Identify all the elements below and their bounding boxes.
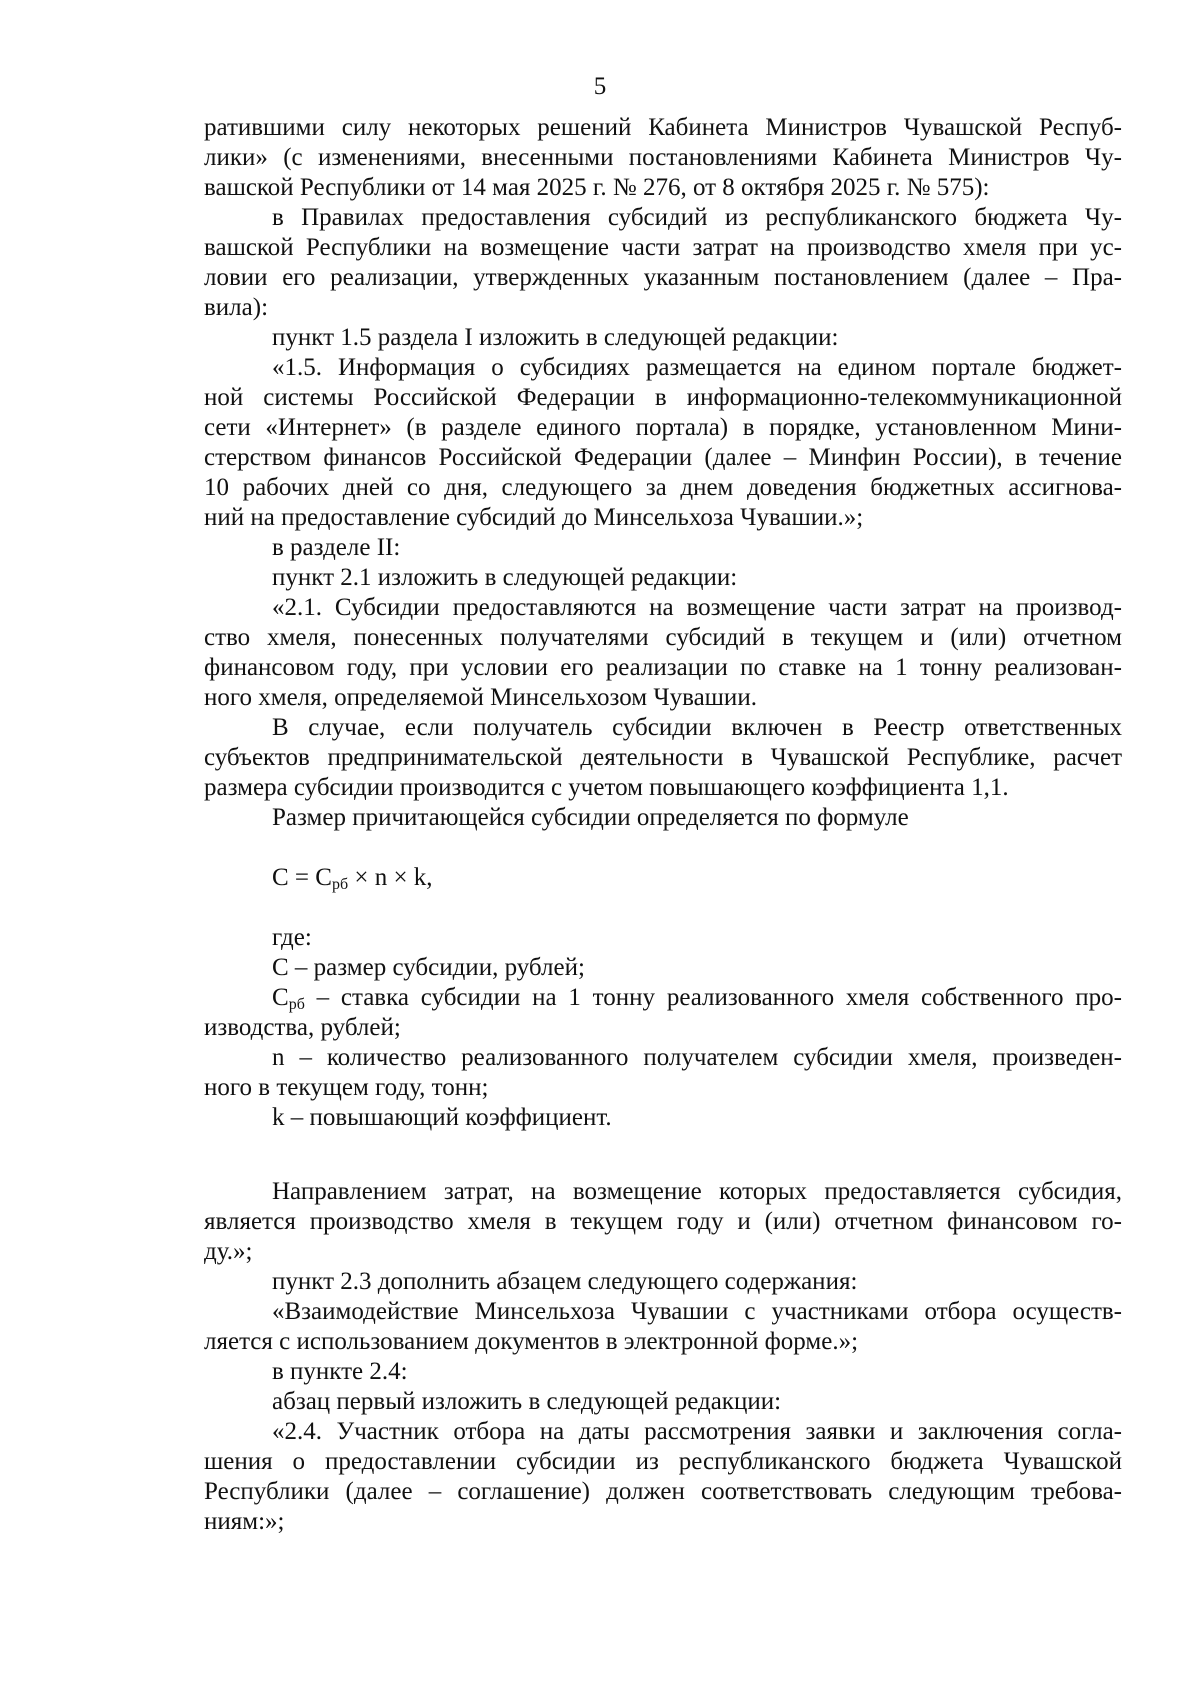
text-line: стерством финансов Российской Федерации (далее – Минфин России), в течение <box>204 444 1122 471</box>
text-line: n – количество реализованного получателем субсидии хмеля, произведен- <box>272 1044 1122 1071</box>
text-line: ловии его реализации, утвержденных указанным постановлением (далее – Пра- <box>204 264 1122 291</box>
text-line: ляется с использованием документов в электронной форме.»; <box>204 1328 859 1355</box>
text-line: В случае, если получатель субсидии включен в Реестр ответственных <box>272 714 1122 741</box>
text-line: в пункте 2.4: <box>272 1358 408 1385</box>
text-line: ство хмеля, понесенных получателями субсидий в текущем и (или) отчетном <box>204 624 1122 651</box>
text-line: размера субсидии производится с учетом повышающего коэффициента 1,1. <box>204 774 1009 801</box>
text-line: Республики (далее – соглашение) должен соответствовать следующим требова- <box>204 1478 1122 1505</box>
text-line: ратившими силу некоторых решений Кабинета Министров Чувашской Респуб- <box>204 114 1122 141</box>
text-line: финансовом году, при условии его реализации по ставке на 1 тонну реализован- <box>204 654 1122 681</box>
text-line: «1.5. Информация о субсидиях размещается на едином портале бюджет- <box>272 354 1122 381</box>
text-line: 10 рабочих дней со дня, следующего за днем доведения бюджетных ассигнова- <box>204 474 1122 501</box>
text-line: «2.1. Субсидии предоставляются на возмещение части затрат на производ- <box>272 594 1122 621</box>
text-line: ний на предоставление субсидий до Минсельхоза Чувашии.»; <box>204 504 864 531</box>
text-line: «Взаимодействие Минсельхоза Чувашии с участниками отбора осуществ- <box>272 1298 1122 1325</box>
text-line: k – повышающий коэффициент. <box>272 1104 612 1131</box>
formula <box>204 863 1122 893</box>
spacer <box>204 1133 1122 1163</box>
text-line: пункт 1.5 раздела I изложить в следующей редакции: <box>272 324 839 351</box>
text-line: ду.»; <box>204 1238 253 1265</box>
text-line: ного хмеля, определяемой Минсельхозом Чувашии. <box>204 684 757 711</box>
text-line: ного в текущем году, тонн; <box>204 1074 489 1101</box>
text-line: вила): <box>204 294 269 321</box>
document-body <box>204 113 1122 1537</box>
text-line: С – размер субсидии, рублей; <box>272 954 585 981</box>
symbol-c-base: С <box>272 984 289 1011</box>
text-line: сети «Интернет» (в разделе единого портала) в порядке, установленном Мини- <box>204 414 1122 441</box>
text-line: вашской Республики от 14 мая 2025 г. № 276, от 8 октября 2025 г. № 575): <box>204 174 990 201</box>
text-line <box>204 983 1122 1013</box>
formula-lhs: С = С <box>272 864 332 891</box>
formula-subscript: рб <box>331 876 349 893</box>
text-line: в разделе II: <box>272 534 401 561</box>
text-line: где: <box>272 924 312 951</box>
page-number: 5 <box>593 73 607 100</box>
text-line: пункт 2.3 дополнить абзацем следующего содержания: <box>272 1268 858 1295</box>
text-line: в Правилах предоставления субсидий из республиканского бюджета Чу- <box>272 204 1122 231</box>
text-line: «2.4. Участник отбора на даты рассмотрения заявки и заключения согла- <box>272 1418 1122 1445</box>
text-line: ниям:»; <box>204 1508 285 1535</box>
text-line: ной системы Российской Федерации в информационно-телекоммуникационной <box>204 384 1122 411</box>
text-line: шения о предоставлении субсидии из республиканского бюджета Чувашской <box>204 1448 1122 1475</box>
text-fragment: – ставка субсидии на 1 тонну реализованного хмеля собственного про- <box>304 984 1122 1011</box>
text-line: Размер причитающейся субсидии определяется по формуле <box>272 804 909 831</box>
spacer <box>204 833 1122 863</box>
spacer <box>204 1163 1122 1177</box>
formula-rhs: × n × k, <box>348 864 433 891</box>
text-line: Направлением затрат, на возмещение которых предоставляется субсидия, <box>272 1178 1122 1205</box>
text-line: субъектов предпринимательской деятельности в Чувашской Республике, расчет <box>204 744 1122 771</box>
text-line: является производство хмеля в текущем году и (или) отчетном финансовом го- <box>204 1208 1122 1235</box>
text-line: вашской Республики на возмещение части затрат на производство хмеля при ус- <box>204 234 1122 261</box>
text-line: пункт 2.1 изложить в следующей редакции: <box>272 564 738 591</box>
spacer <box>204 893 1122 923</box>
text-line: абзац первый изложить в следующей редакции: <box>272 1388 782 1415</box>
text-line: лики» (с изменениями, внесенными постановлениями Кабинета Министров Чу- <box>204 144 1122 171</box>
symbol-c-subscript: рб <box>288 996 305 1013</box>
text-line: изводства, рублей; <box>204 1014 401 1041</box>
